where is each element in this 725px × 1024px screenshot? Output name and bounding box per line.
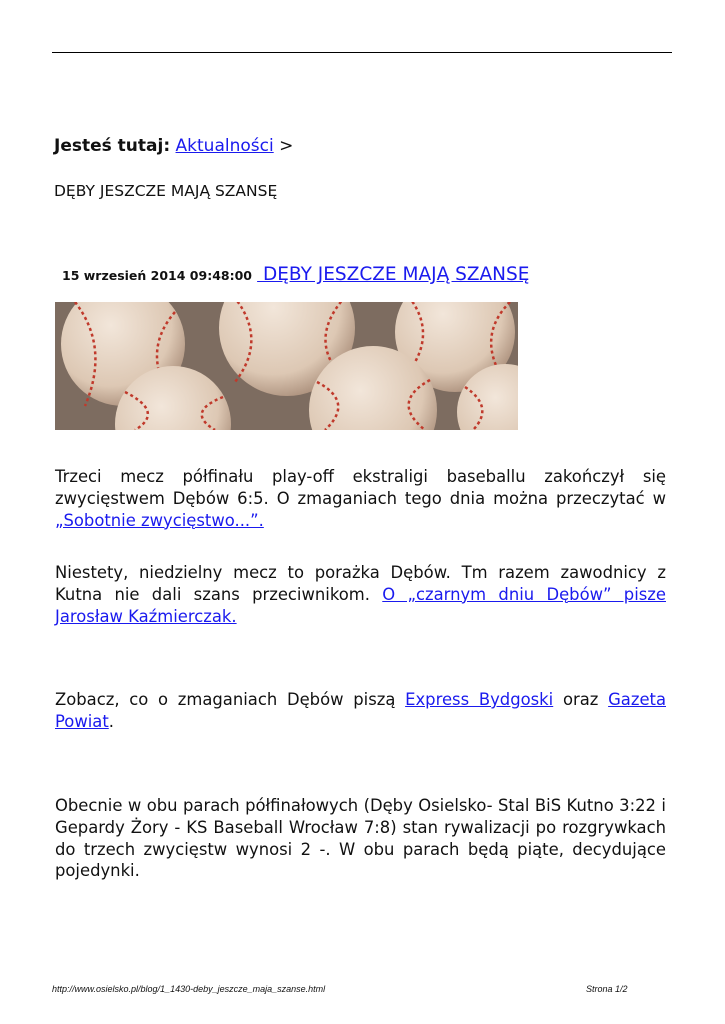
- paragraph-2: [55, 562, 666, 627]
- paragraph-1: [55, 466, 666, 531]
- link-sobotnie-zwyciestwo[interactable]: „Sobotnie zwycięstwo...”.: [55, 510, 264, 530]
- article-image-baseballs: [55, 302, 518, 430]
- footer-page-number: Strona 1/2: [586, 984, 628, 994]
- breadcrumb: [54, 135, 293, 157]
- paragraph-3-text-after: .: [108, 711, 114, 731]
- article-meta: [62, 264, 529, 285]
- paragraph-3-text-before: Zobacz, co o zmaganiach Dębów piszą: [55, 690, 406, 709]
- paragraph-2-text: Niestety, niedzielny mecz to porażka Dębów. Tm razem zawodnicy z Kutna nie dali szans przeciwnikom.: [55, 563, 666, 604]
- breadcrumb-separator: >: [279, 136, 294, 156]
- article-date: 15 wrzesień 2014 09:48:00: [62, 268, 252, 283]
- breadcrumb-link-aktualnosci[interactable]: Aktualności: [175, 136, 274, 156]
- link-express-bydgoski[interactable]: Express Bydgoski: [405, 690, 554, 709]
- breadcrumb-label: Jesteś tutaj:: [54, 136, 171, 156]
- header-rule: [52, 52, 672, 53]
- article-title-link[interactable]: [257, 264, 529, 285]
- article-title-text: DĘBY JESZCZE MAJĄ SZANSĘ: [262, 264, 530, 285]
- page-title: DĘBY JESZCZE MAJĄ SZANSĘ: [54, 182, 278, 200]
- footer-url: http://www.osielsko.pl/blog/1_1430-deby_jeszcze_maja_szanse.html: [52, 984, 326, 994]
- link-gazeta-powiat[interactable]: Gazeta Powiat: [55, 690, 666, 731]
- link-czarny-dzien[interactable]: O „czarnym dniu Dębów” pisze Jarosław Kaźmierczak.: [55, 584, 666, 626]
- paragraph-3-text-middle: oraz: [553, 690, 609, 709]
- paragraph-1-text: Trzeci mecz półfinału play-off ekstraligi baseballu zakończył się zwycięstwem Dębów 6:5. O zmaganiach tego dnia można przeczytać w: [55, 467, 666, 508]
- baseballs-illustration: [55, 302, 518, 430]
- paragraph-4: Obecnie w obu parach półfinałowych (Dęby Osielsko- Stal BiS Kutno 3:22 i Gepardy Żory - KS Baseball Wrocław 7:8) stan rywalizacji po rozgrywkach do trzech zwycięstw wynosi 2 -. W obu parach będą piąte, decydujące pojedynki.: [55, 796, 666, 881]
- paragraph-3: [55, 689, 666, 733]
